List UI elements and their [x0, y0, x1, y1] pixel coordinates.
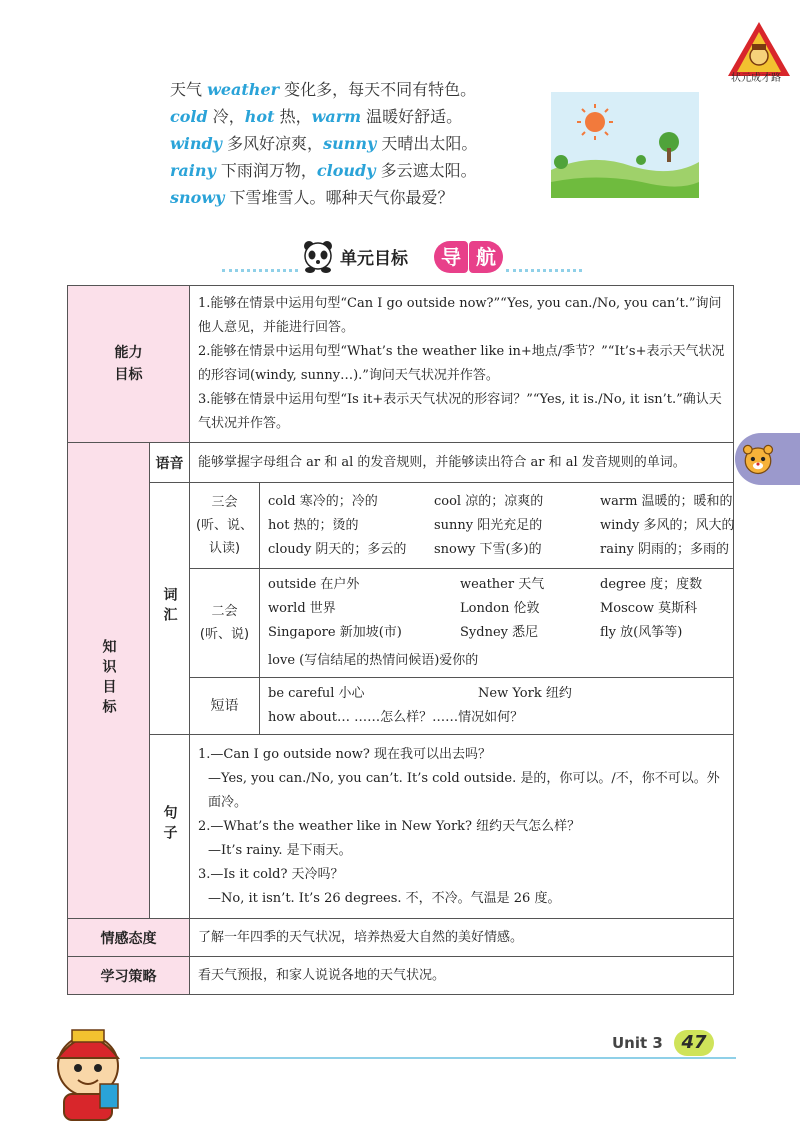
sanhui-word: sunny 阳光充足的: [434, 517, 543, 533]
brand-name: 状元成才路: [731, 73, 781, 84]
banner-title: 单元目标: [340, 249, 408, 269]
banner-dots-left: [222, 269, 298, 272]
sunny-landscape-image: [551, 92, 699, 198]
rhyme-text: 冷，: [207, 107, 245, 126]
erhui-word: Singapore 新加坡(市): [268, 625, 402, 640]
rhyme-text: 温暖好舒适。: [361, 107, 463, 126]
rhyme-english-word: weather: [207, 80, 280, 99]
rhyme-line: [170, 184, 477, 211]
sentence-line: —It’s rainy. 是下雨天。: [208, 842, 352, 858]
sentence-line: —No, it isn’t. It’s 26 degrees. 不，不冷。气温是 26 度。: [208, 890, 561, 906]
erhui-word: outside 在户外: [268, 577, 360, 592]
erhui-words: [260, 569, 734, 678]
rhyme-text: 下雨润万物，: [215, 161, 317, 180]
sanhui-label: 三会 (听、说、 认读): [190, 483, 260, 569]
sentence-row: [68, 735, 734, 919]
unit-goals-table: [67, 285, 734, 995]
sanhui-words: [260, 483, 734, 569]
sanhui-word: rainy 阴雨的；多雨的: [600, 541, 729, 557]
weather-rhyme: [170, 76, 477, 211]
vocab-label: 词汇: [150, 483, 190, 735]
banner-nav-badge-2: 航: [469, 241, 503, 273]
sentence-line: 3.—Is it cold? 天冷吗？: [198, 866, 344, 882]
rhyme-english-word: warm: [311, 107, 362, 126]
erhui-label: 二会 (听、说): [190, 569, 260, 678]
rhyme-english-word: cloudy: [316, 161, 376, 180]
sentence-content: [190, 735, 734, 919]
rhyme-english-word: snowy: [170, 188, 225, 207]
strategy-row: [68, 957, 734, 995]
erhui-word: degree 度；度数: [600, 577, 703, 592]
vocab-sanhui-row: [68, 483, 734, 569]
attitude-row: [68, 919, 734, 957]
footer-line: [140, 1057, 736, 1059]
ability-label: 能力 目标: [68, 286, 190, 443]
strategy-label: 学习策略: [68, 957, 190, 995]
side-tab: [735, 433, 800, 485]
erhui-word: world 世界: [268, 601, 336, 616]
knowledge-label: 知识目标: [68, 443, 150, 919]
sentence-line: —Yes, you can./No, you can’t. It’s cold outside. 是的，你可以。/不，你不可以。外面冷。: [208, 770, 720, 810]
phrase-item: be careful 小心: [268, 686, 365, 701]
banner-nav-badge-1: 导: [434, 241, 468, 273]
erhui-word: Moscow 莫斯科: [600, 601, 698, 616]
sanhui-word: cloudy 阴天的；多云的: [268, 541, 407, 557]
phrase-content: [260, 678, 734, 735]
phrase-item: how about… ……怎么样？……情况如何？: [268, 710, 524, 725]
rhyme-english-word: rainy: [170, 161, 216, 180]
attitude-content: 了解一年四季的天气状况，培养热爱大自然的美好情感。: [190, 919, 734, 957]
mascot-image: [42, 1022, 134, 1122]
phonics-row: [68, 443, 734, 483]
rhyme-line: [170, 130, 477, 157]
erhui-word: London 伦敦: [460, 601, 540, 616]
rhyme-text: 热，: [274, 107, 312, 126]
panda-icon: [300, 238, 336, 274]
sanhui-word: snowy 下雪(多)的: [434, 541, 542, 557]
rhyme-text: 多云遮太阳。: [375, 161, 477, 180]
phrase-item: New York 纽约: [478, 686, 572, 701]
rhyme-text: 变化多，每天不同有特色。: [279, 80, 477, 99]
rhyme-text: 下雪堆雪人。哪种天气你最爱？: [224, 188, 454, 207]
erhui-word: fly 放(风筝等): [600, 625, 683, 640]
erhui-word: weather 天气: [460, 577, 545, 592]
rhyme-text: 多风好凉爽，: [221, 134, 324, 153]
banner-dots-right: [506, 269, 582, 272]
rhyme-english-word: cold: [170, 107, 208, 126]
sanhui-word: warm 温暖的；暖和的: [600, 493, 733, 509]
sentence-label: 句子: [150, 735, 190, 919]
rhyme-line: [170, 76, 477, 103]
ability-item: 3.能够在情景中运用句型“Is it+表示天气状况的形容词？”“Yes, it is./No, it isn’t.”确认天气状况并作答。: [198, 392, 722, 431]
rhyme-line: [170, 157, 477, 184]
sanhui-word: windy 多风的；风大的: [600, 517, 735, 533]
rhyme-english-word: windy: [170, 134, 222, 153]
ability-item: 1.能够在情景中运用句型“Can I go outside now?”“Yes, you can./No, you can’t.”询问他人意见，并能进行回答。: [198, 296, 722, 335]
sanhui-word: hot 热的；烫的: [268, 517, 359, 533]
erhui-extra: love (写信结尾的热情问候语)爱你的: [268, 653, 479, 668]
rhyme-text: 天晴出太阳。: [376, 134, 478, 153]
rhyme-english-word: sunny: [323, 134, 377, 153]
rhyme-line: [170, 103, 477, 130]
attitude-label: 情感态度: [68, 919, 190, 957]
sanhui-word: cool 凉的；凉爽的: [434, 493, 544, 509]
ability-content: [190, 286, 734, 443]
rhyme-english-word: hot: [244, 107, 275, 126]
erhui-word: Sydney 悉尼: [460, 625, 539, 640]
phonics-content: 能够掌握字母组合 ar 和 al 的发音规则，并能够读出符合 ar 和 al 发音规则的单词。: [190, 443, 734, 483]
unit-label: Unit 3: [612, 1034, 663, 1052]
tiger-icon: [741, 442, 775, 476]
phonics-label: 语音: [150, 443, 190, 483]
rhyme-text: 天气: [170, 80, 208, 99]
phrase-label: 短语: [190, 678, 260, 735]
strategy-content: 看天气预报，和家人说说各地的天气状况。: [190, 957, 734, 995]
sanhui-word: cold 寒冷的；冷的: [268, 493, 378, 509]
sentence-line: 1.—Can I go outside now? 现在我可以出去吗？: [198, 746, 491, 762]
page-number: 47: [674, 1030, 714, 1056]
ability-row: [68, 286, 734, 443]
ability-item: 2.能够在情景中运用句型“What’s the weather like in+地点/季节？”“It’s+表示天气状况的形容词(windy, sunny…).”询问天气状况并作答。: [198, 344, 725, 383]
sentence-line: 2.—What’s the weather like in New York? 纽约天气怎么样？: [198, 818, 581, 834]
